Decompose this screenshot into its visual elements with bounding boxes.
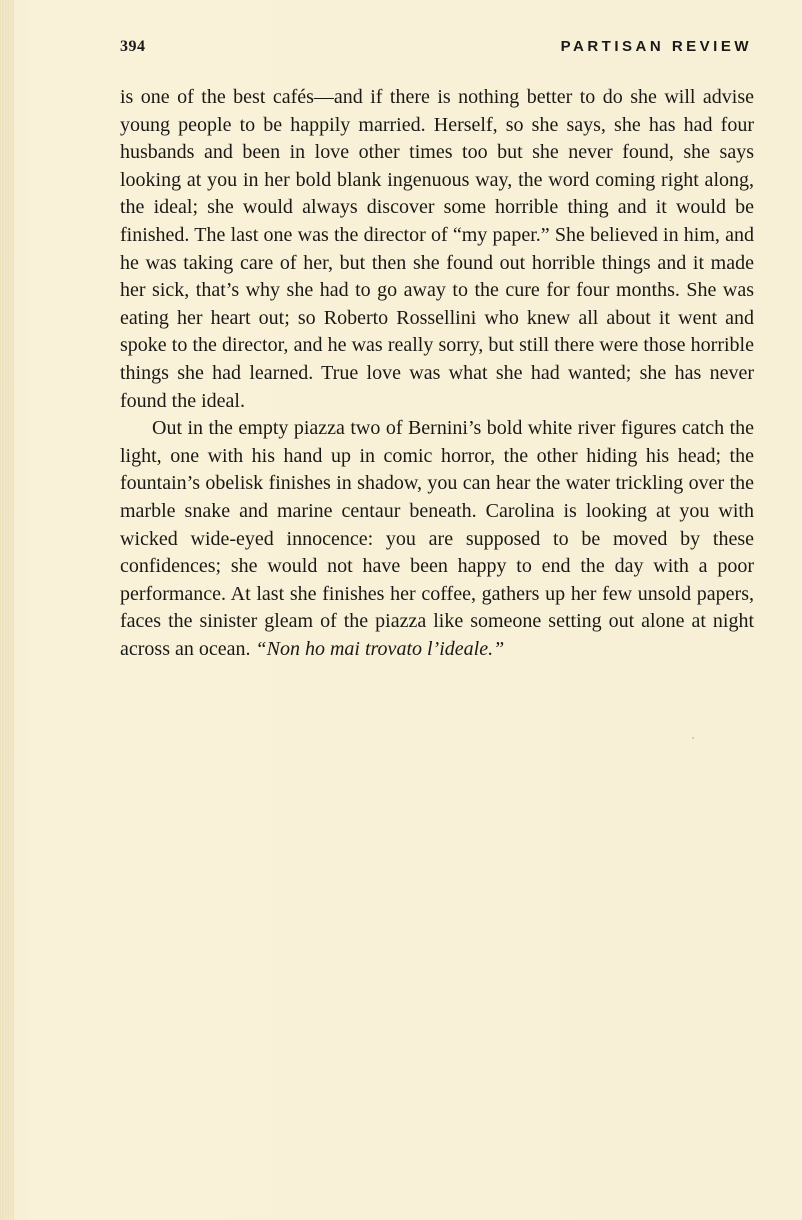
paper-speck xyxy=(692,737,694,739)
running-head xyxy=(120,38,752,60)
paragraph-2-text: Out in the empty piazza two of Bernini’s bold white river figures catch the light, one with his hand up in comic horror, the other hiding his head; the fountain’s obelisk finishes in shadow, you can hear the water trickling over the marble snake and marine centaur beneath. Carolina is looking at you with wicked wide-eyed innocence: you are supposed to be moved by these confidences; she would not have been happy to end the day with a poor performance. At last she finishes her coffee, gathers up her few unsold papers, faces the sinister gleam of the piazza like someone setting out alone at night across an ocean. xyxy=(120,417,754,660)
page-binding-edge xyxy=(0,0,14,1220)
article-body xyxy=(120,84,754,663)
journal-title: PARTISAN REVIEW xyxy=(560,38,752,55)
page-number: 394 xyxy=(120,38,146,55)
closing-quote: “Non ho mai trovato l’ideale.” xyxy=(255,637,505,660)
paragraph-2 xyxy=(120,415,754,663)
paragraph-1: is one of the best cafés—and if there is nothing better to do she will advise young people to be happily married. Herself, so she says, she has had four husbands and been in love other times too but she never found, she says looking at you in her bold blank ingenuous way, the word coming right along, the ideal; she would always discover some horrible thing and it would be finished. The last one was the director of “my paper.” She believed in him, and he was taking care of her, but then she found out horrible things and it made her sick, that’s why she had to go away to the cure for four months. She was eating her heart out; so Roberto Rossellini who knew all about it went and spoke to the director, and he was really sorry, but still there were those horrible things she had learned. True love was what she had wanted; she has never found the ideal. xyxy=(120,86,754,412)
